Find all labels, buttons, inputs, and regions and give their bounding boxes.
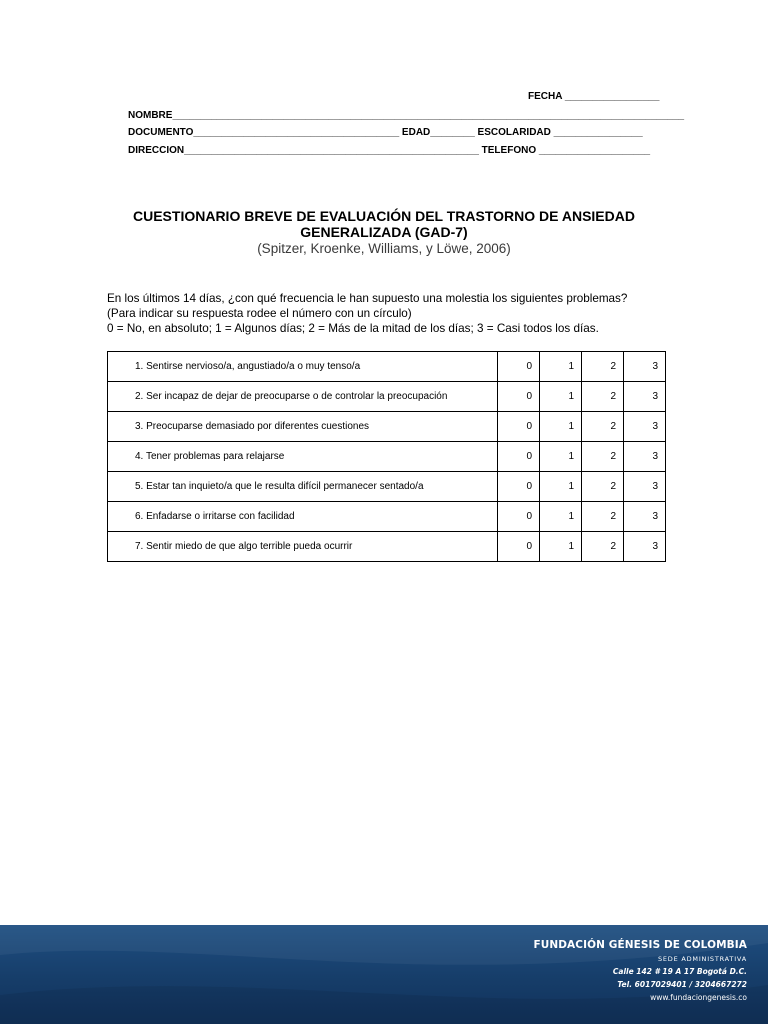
option-2[interactable]: 2: [582, 472, 624, 502]
website-link[interactable]: www.fundaciongenesis.co: [650, 993, 747, 1002]
option-0[interactable]: 0: [498, 532, 540, 562]
option-1[interactable]: 1: [540, 532, 582, 562]
citation: (Spitzer, Kroenke, Williams, y Löwe, 2006): [257, 241, 511, 256]
option-1[interactable]: 1: [540, 352, 582, 382]
question-row: [108, 352, 666, 382]
option-3[interactable]: 3: [624, 412, 666, 442]
question-text: 7. Sentir miedo de que algo terrible pueda ocurrir: [108, 532, 498, 562]
option-2[interactable]: 2: [582, 442, 624, 472]
phone: Tel. 6017029401 / 3204667272: [617, 980, 747, 989]
nombre-field: NOMBRE____________________________________________________________________________________________: [128, 110, 685, 121]
option-3[interactable]: 3: [624, 442, 666, 472]
direccion-telefono-field: DIRECCION_____________________________________________________ TELEFONO ____________________: [128, 145, 651, 156]
question-row: [108, 382, 666, 412]
gad7-table: [107, 351, 666, 562]
option-0[interactable]: 0: [498, 442, 540, 472]
question-row: [108, 442, 666, 472]
option-1[interactable]: 1: [540, 382, 582, 412]
question-row: [108, 532, 666, 562]
footer-banner: [0, 925, 768, 1024]
question-text: 2. Ser incapaz de dejar de preocuparse o de controlar la preocupación: [108, 382, 498, 412]
option-2[interactable]: 2: [582, 382, 624, 412]
question-text: 6. Enfadarse o irritarse con facilidad: [108, 502, 498, 532]
option-1[interactable]: 1: [540, 502, 582, 532]
questionnaire-title: CUESTIONARIO BREVE DE EVALUACIÓN DEL TRASTORNO DE ANSIEDAD GENERALIZADA (GAD-7): [133, 208, 635, 240]
option-0[interactable]: 0: [498, 472, 540, 502]
option-2[interactable]: 2: [582, 502, 624, 532]
address: Calle 142 # 19 A 17 Bogotá D.C.: [612, 967, 747, 976]
option-1[interactable]: 1: [540, 442, 582, 472]
option-0[interactable]: 0: [498, 382, 540, 412]
question-text: 3. Preocuparse demasiado por diferentes cuestiones: [108, 412, 498, 442]
question-text: 1. Sentirse nervioso/a, angustiado/a o muy tenso/a: [108, 352, 498, 382]
option-3[interactable]: 3: [624, 532, 666, 562]
option-2[interactable]: 2: [582, 352, 624, 382]
option-3[interactable]: 3: [624, 502, 666, 532]
sede-label: SEDE ADMINISTRATIVA: [657, 955, 747, 963]
foundation-name: FUNDACIÓN GÉNESIS DE COLOMBIA: [533, 939, 747, 951]
option-0[interactable]: 0: [498, 502, 540, 532]
option-1[interactable]: 1: [540, 472, 582, 502]
fecha-field: FECHA _________________: [528, 91, 660, 102]
option-0[interactable]: 0: [498, 352, 540, 382]
instruction-scale: 0 = No, en absoluto; 1 = Algunos días; 2 = Más de la mitad de los días; 3 = Casi todos los días.: [107, 322, 599, 335]
question-text: 4. Tener problemas para relajarse: [108, 442, 498, 472]
instruction-circle: (Para indicar su respuesta rodee el número con un círculo): [107, 307, 412, 320]
question-row: [108, 502, 666, 532]
question-row: [108, 412, 666, 442]
option-3[interactable]: 3: [624, 472, 666, 502]
option-2[interactable]: 2: [582, 532, 624, 562]
question-text: 5. Estar tan inquieto/a que le resulta difícil permanecer sentado/a: [108, 472, 498, 502]
option-0[interactable]: 0: [498, 412, 540, 442]
option-3[interactable]: 3: [624, 382, 666, 412]
instruction-question: En los últimos 14 días, ¿con qué frecuencia le han supuesto una molestia los siguientes problemas?: [107, 292, 628, 305]
option-2[interactable]: 2: [582, 412, 624, 442]
option-1[interactable]: 1: [540, 412, 582, 442]
documento-edad-escolaridad-field: DOCUMENTO_____________________________________ EDAD________ ESCOLARIDAD ________________: [128, 127, 643, 138]
option-3[interactable]: 3: [624, 352, 666, 382]
question-row: [108, 472, 666, 502]
